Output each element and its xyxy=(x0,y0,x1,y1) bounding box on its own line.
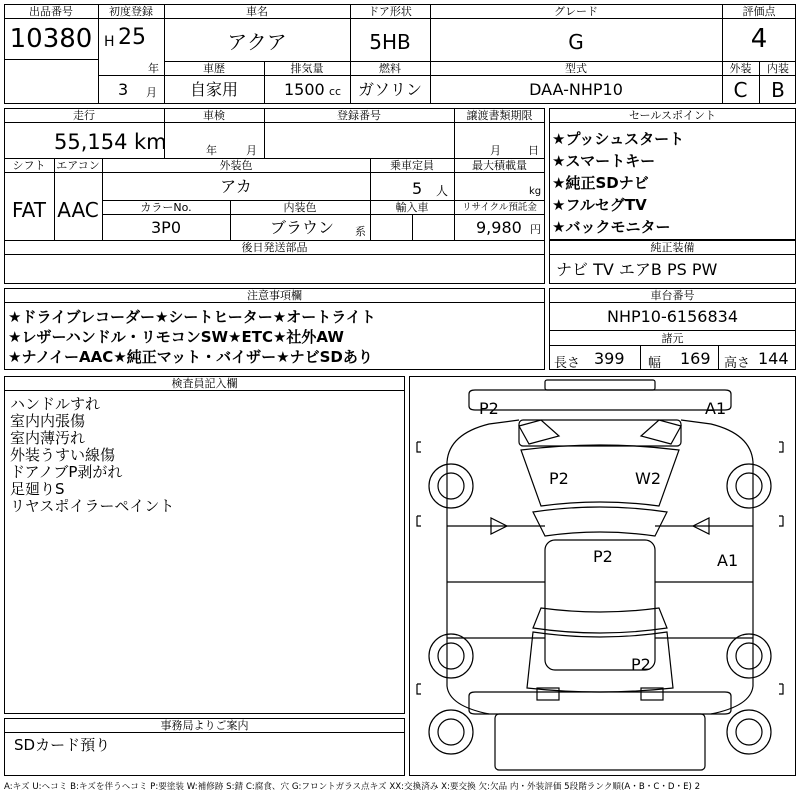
inspector-line: 外装うすい線傷 xyxy=(10,446,116,464)
reg-month: 3 xyxy=(118,80,129,99)
rear-hatch xyxy=(527,632,673,692)
rear-window xyxy=(533,608,667,633)
office-label: 事務局よりご案内 xyxy=(4,718,405,733)
fuel-label: 燃料 xyxy=(350,61,430,76)
car-diagram xyxy=(409,376,796,776)
recycle: 9,980 xyxy=(476,218,522,237)
inspector-line: ドアノブP剥がれ xyxy=(10,463,123,481)
inspector-line: 室内薄汚れ xyxy=(10,429,86,447)
sales-point-item: ★純正SDナビ xyxy=(552,174,649,192)
caution-line: ★ナノイーAAC★純正マット・バイザー★ナビSDあり xyxy=(8,348,373,366)
capacity-label: 乗車定員 xyxy=(370,158,454,173)
color-no-label: カラーNo. xyxy=(102,200,230,215)
chassis-number: NHP10-6156834 xyxy=(606,307,739,326)
displacement: 1500 xyxy=(284,80,325,99)
wheel-rear-left xyxy=(429,634,473,678)
shift-label: シフト xyxy=(4,158,54,173)
ac-label: エアコン xyxy=(54,158,102,173)
headlight-right xyxy=(641,420,681,444)
recycle-unit: 円 xyxy=(530,223,541,236)
mileage-label: 走行 xyxy=(4,108,164,123)
door-type: 5HB xyxy=(369,30,411,54)
height-label: 高さ xyxy=(724,356,751,371)
inspector-line: リヤスポイラーペイント xyxy=(10,497,175,515)
standard-equipment-label: 純正装備 xyxy=(549,240,796,255)
legend: A:キズ U:ヘコミ B:キズを伴うヘコミ P:要塗装 W:補修跡 S:錆 C:腐食、穴 G:フロントガラス点キズ XX:交換済み X:要交換 欠:欠品 内・外装評価 5段階ランク順(A・B・C・D・E) 2 xyxy=(4,782,701,792)
era: H xyxy=(104,34,115,50)
color-label: 外装色 xyxy=(102,158,370,173)
int-color-label: 内装色 xyxy=(230,200,370,215)
later-parts-label: 後日発送部品 xyxy=(4,240,545,255)
int-grade: B xyxy=(759,76,796,104)
mark-front-left: P2 xyxy=(479,399,499,418)
fuel: ガソリン xyxy=(357,80,422,99)
transfer-label: 譲渡書類期限 xyxy=(454,108,545,123)
caution-line: ★ドライブレコーダー★シートヒーター★オートライト xyxy=(8,308,376,326)
length: 399 xyxy=(594,349,625,368)
caution-line: ★レザーハンドル・リモコンSW★ETC★社外AW xyxy=(8,328,344,346)
year-unit: 年 xyxy=(148,62,159,75)
mark-windshield: W2 xyxy=(635,469,661,488)
sales-point-item: ★バックモニター xyxy=(552,218,671,236)
sales-point-item: ★スマートキー xyxy=(552,152,656,170)
height: 144 xyxy=(758,349,789,368)
front-bumper xyxy=(545,380,655,390)
history: 自家用 xyxy=(189,80,238,99)
inspection-label: 車検 xyxy=(164,108,264,123)
sales-point-item: ★フルセグTV xyxy=(552,196,647,214)
name-label: 車名 xyxy=(164,4,350,19)
model-label: 型式 xyxy=(430,61,722,76)
inspector-line: 室内内張傷 xyxy=(10,412,86,430)
wheel-front-right xyxy=(727,464,771,508)
inspector-line: ハンドルすれ xyxy=(10,395,101,413)
mark-roof: P2 xyxy=(593,547,613,566)
insp-month-unit: 月 xyxy=(246,144,257,157)
headlight-left xyxy=(519,420,559,444)
month-unit: 月 xyxy=(146,86,157,99)
mileage-unit: km xyxy=(134,130,167,154)
mark-rear: P2 xyxy=(631,655,651,674)
windshield xyxy=(533,507,667,536)
first-reg-label: 初度登録 xyxy=(98,4,164,19)
score: 4 xyxy=(750,24,768,54)
color: アカ xyxy=(220,177,252,196)
sales-point-item: ★プッシュスタート xyxy=(552,130,685,148)
insp-year-unit: 年 xyxy=(206,144,217,157)
wheel-front-left xyxy=(429,464,473,508)
int-color-unit: 系 xyxy=(355,225,366,238)
transfer-day-unit: 日 xyxy=(528,144,539,157)
office-text: SDカード預り xyxy=(14,736,111,754)
specs-label: 諸元 xyxy=(549,330,796,346)
ext-grade: C xyxy=(733,78,748,102)
capacity: 5 xyxy=(412,179,423,198)
grille xyxy=(519,420,681,446)
history-label: 車歴 xyxy=(164,61,264,76)
chassis-label: 車台番号 xyxy=(549,288,796,303)
max-load-label: 最大積載量 xyxy=(454,158,545,173)
lot-no-label: 出品番号 xyxy=(4,4,98,19)
int-color: ブラウン xyxy=(270,218,335,237)
inspector-line: 足廻りS xyxy=(10,480,65,498)
reg-year: 25 xyxy=(118,25,146,50)
grade-label: グレード xyxy=(430,4,722,19)
sales-points-label: セールスポイント xyxy=(549,108,796,123)
score-label: 評価点 xyxy=(722,4,796,19)
capacity-unit: 人 xyxy=(436,184,449,198)
model: DAA-NHP10 xyxy=(529,80,623,99)
displacement-unit: cc xyxy=(329,85,342,98)
int-label: 内装 xyxy=(759,61,796,76)
width: 169 xyxy=(680,349,711,368)
ext-label: 外装 xyxy=(722,61,759,76)
reg-no-label: 登録番号 xyxy=(264,108,454,123)
grade: G xyxy=(568,30,584,54)
import-label: 輸入車 xyxy=(370,200,454,215)
underbody xyxy=(495,714,705,770)
displacement-label: 排気量 xyxy=(264,61,350,76)
standard-equipment: ナビ TV エアB PS PW xyxy=(556,260,718,279)
width-label: 幅 xyxy=(648,356,662,371)
rear-bumper xyxy=(469,692,731,714)
front-panel xyxy=(469,390,731,410)
shift: FAT xyxy=(11,198,46,222)
body-sides xyxy=(447,462,753,714)
mark-front-right: A1 xyxy=(705,399,727,418)
door-label: ドア形状 xyxy=(350,4,430,19)
caution-label: 注意事項欄 xyxy=(4,288,545,303)
mark-right-side: A1 xyxy=(717,551,739,570)
recycle-label: リサイクル預託金 xyxy=(454,200,545,215)
transfer-month-unit: 月 xyxy=(490,144,501,157)
length-label: 長さ xyxy=(554,356,581,371)
front-fenders xyxy=(447,420,753,462)
mark-hood: P2 xyxy=(549,469,569,488)
color-no: 3P0 xyxy=(150,218,181,237)
wheel-rear-right xyxy=(727,634,771,678)
car-name: アクア xyxy=(227,30,287,54)
mileage: 55,154 xyxy=(54,130,128,154)
aircon: AAC xyxy=(57,198,99,222)
max-load-unit: kg xyxy=(529,186,542,197)
inspector-label: 検査員記入欄 xyxy=(4,376,405,391)
lot-no: 10380 xyxy=(9,24,93,54)
